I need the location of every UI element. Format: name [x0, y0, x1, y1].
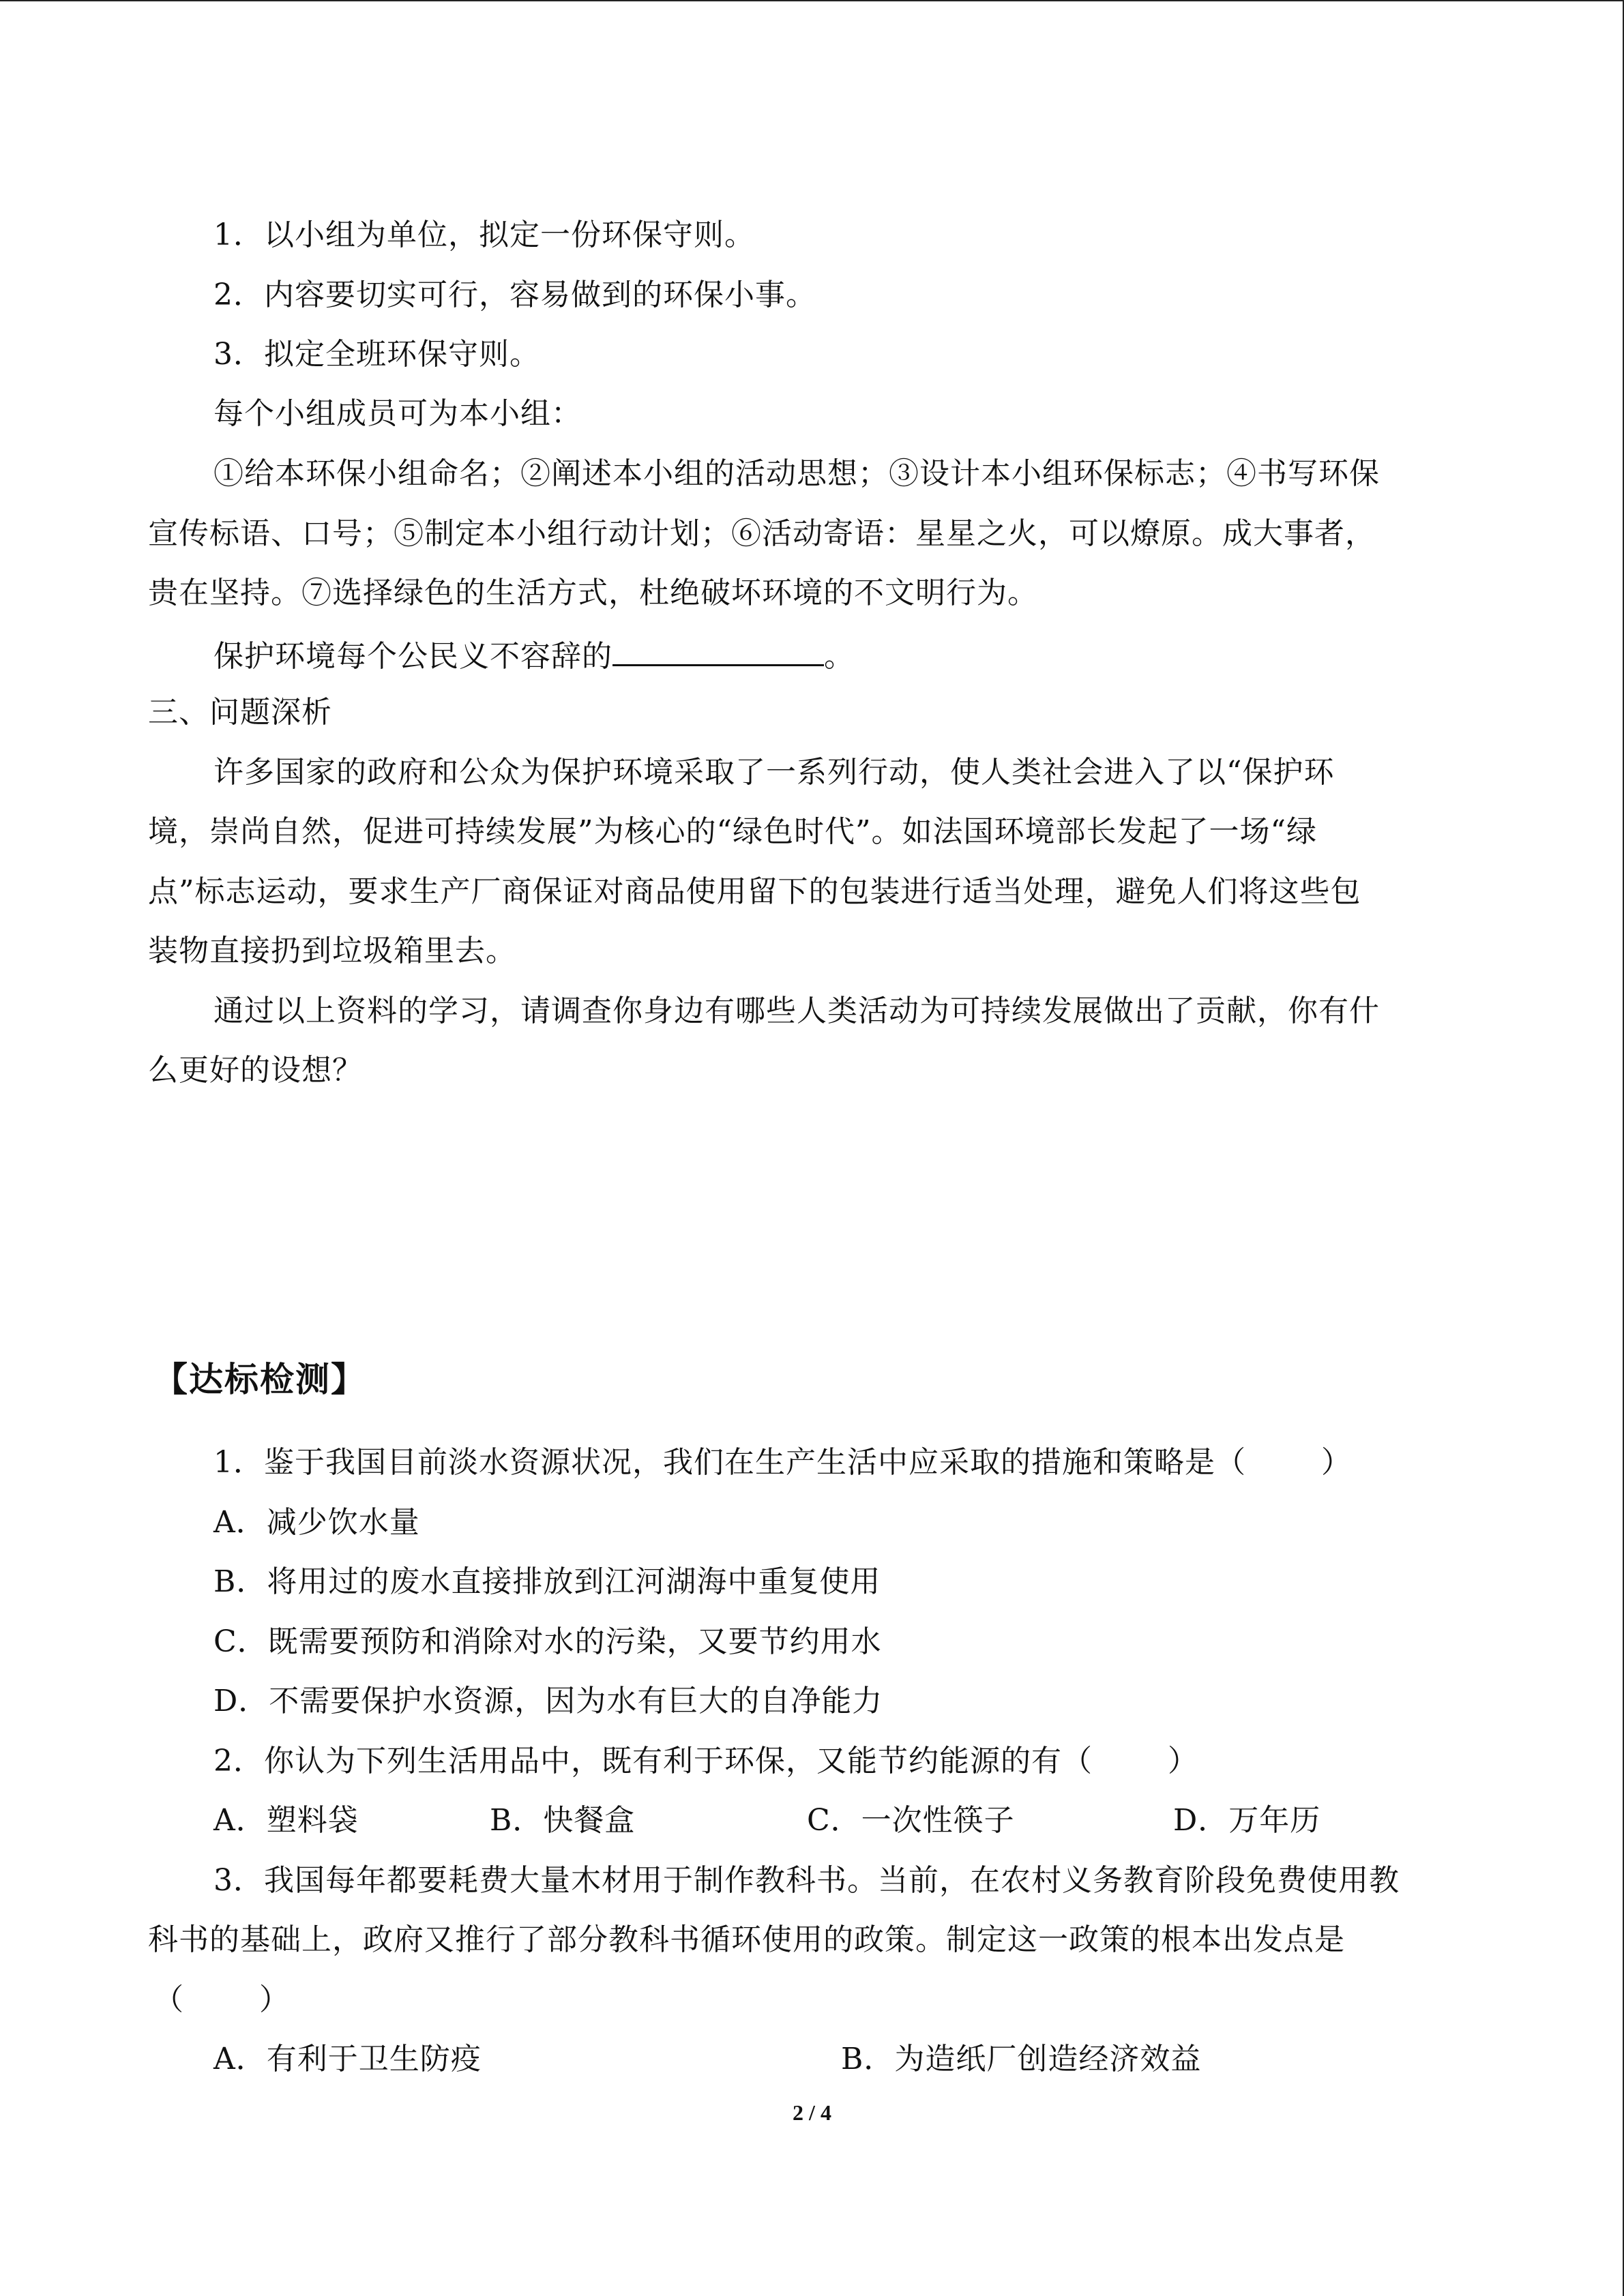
q1-option-b: B．将用过的废水直接排放到江河湖海中重复使用	[213, 1564, 881, 1599]
analysis-para1-line-3: 点”标志运动，要求生产厂商保证对商品使用留下的包装进行适当处理，避免人们将这些包	[148, 874, 1361, 909]
q1-option-d: D．不需要保护水资源，因为水有巨大的自净能力	[213, 1684, 883, 1718]
fill-in-blank-line	[213, 633, 855, 677]
question-3-line-1: 3．我国每年都要耗费大量木材用于制作教科书。当前，在农村义务教育阶段免费使用教	[213, 1863, 1400, 1898]
answer-blank[interactable]	[612, 633, 824, 666]
question-2-text: 2．你认为下列生活用品中，既有利于环保，又能节约能源的有（	[213, 1744, 1093, 1778]
fill-in-prefix: 保护环境每个公民义不容辞的	[213, 639, 612, 674]
activity-item-3: 3．拟定全班环保守则。	[213, 337, 540, 372]
activity-item-2: 2．内容要切实可行，容易做到的环保小事。	[213, 278, 816, 312]
activity-tasks-line-3: 贵在坚持。⑦选择绿色的生活方式，杜绝破坏环境的不文明行为。	[148, 576, 1038, 610]
question-3-line-2: 科书的基础上，政府又推行了部分教科书循环使用的政策。制定这一政策的根本出发点是	[148, 1922, 1345, 1957]
q2-option-c: C．一次性筷子	[807, 1803, 1015, 1838]
question-2-close: ）	[1168, 1744, 1198, 1778]
analysis-para1-line-4: 装物直接扔到垃圾箱里去。	[148, 934, 516, 968]
q2-option-d: D．万年历	[1173, 1803, 1321, 1838]
activity-intro: 每个小组成员可为本小组：	[213, 396, 582, 431]
q1-option-a: A．减少饮水量	[213, 1505, 420, 1540]
analysis-para1-line-1: 许多国家的政府和公众为保护环境采取了一系列行动，使人类社会进入了以“保护环	[213, 755, 1335, 790]
question-1-stem	[213, 1442, 1352, 1483]
analysis-para1-line-2: 境，崇尚自然，促进可持续发展”为核心的“绿色时代”。如法国环境部长发起了一场“绿	[148, 814, 1317, 849]
analysis-para2-line-1: 通过以上资料的学习，请调查你身边有哪些人类活动为可持续发展做出了贡献，你有什	[213, 994, 1380, 1028]
q3-option-b: B．为造纸厂创造经济效益	[841, 2042, 1202, 2076]
activity-tasks-line-1: ①给本环保小组命名；②阐述本小组的活动思想；③设计本小组环保标志；④书写环保	[213, 456, 1380, 491]
analysis-para2-line-2: 么更好的设想？	[148, 1053, 363, 1088]
fill-in-suffix: 。	[824, 639, 855, 674]
q2-option-a: A．塑料袋	[213, 1803, 359, 1838]
q2-option-b: B．快餐盒	[490, 1803, 636, 1838]
activity-item-1: 1．以小组为单位，拟定一份环保守则。	[213, 218, 755, 252]
activity-tasks-line-2: 宣传标语、口号；⑤制定本小组行动计划；⑥活动寄语：星星之火，可以燎原。成大事者，	[148, 516, 1376, 551]
section-title: 【达标检测】	[153, 1360, 366, 1399]
page-number: 2 / 4	[793, 2100, 831, 2125]
q1-option-c: C．既需要预防和消除对水的污染，又要节约用水	[213, 1624, 882, 1659]
question-3-paren	[153, 1980, 290, 2021]
question-3-paren-open: （	[153, 1982, 184, 2017]
q3-option-a: A．有利于卫生防疫	[213, 2042, 482, 2076]
question-1-close: ）	[1321, 1445, 1352, 1480]
question-1-text: 1．鉴于我国目前淡水资源状况，我们在生产生活中应采取的措施和策略是（	[213, 1445, 1246, 1480]
question-3-paren-close: ）	[259, 1982, 290, 2017]
analysis-heading: 三、问题深析	[148, 695, 332, 730]
question-2-stem	[213, 1741, 1198, 1782]
